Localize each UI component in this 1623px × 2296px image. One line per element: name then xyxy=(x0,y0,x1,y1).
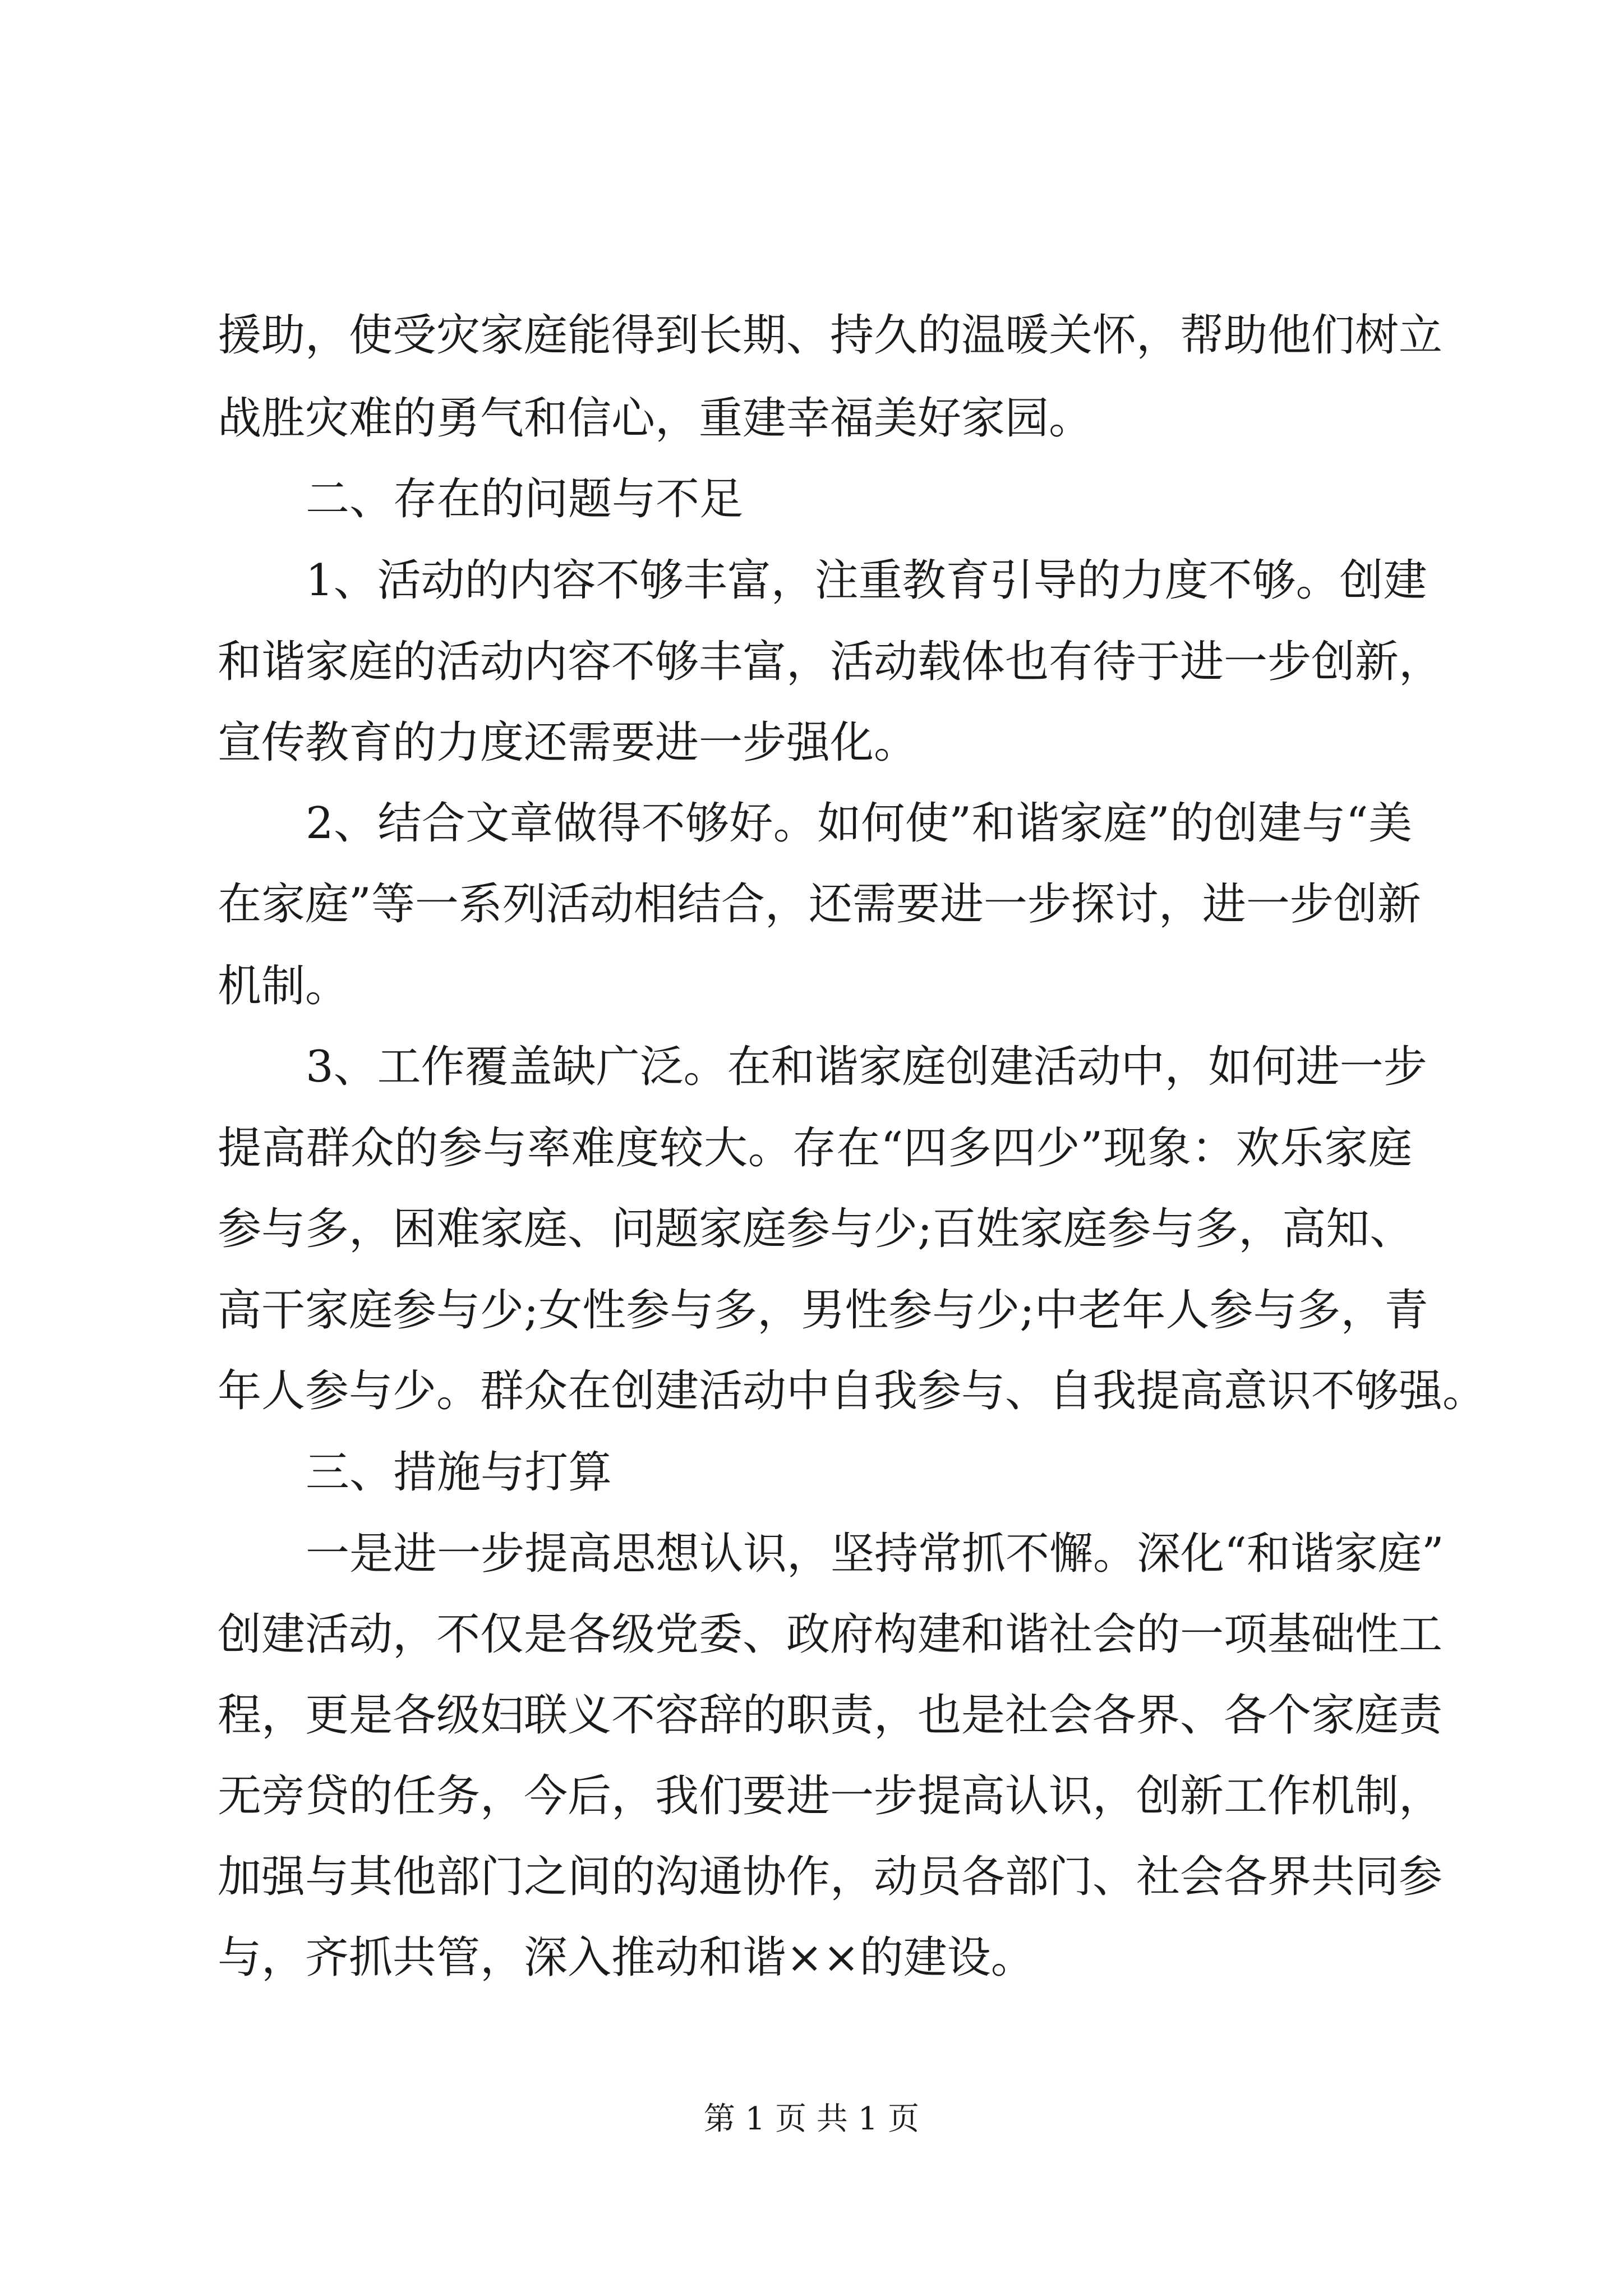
paragraph-line: 一是进一步提高思想认识，坚持常抓不懈。深化“和谐家庭” xyxy=(306,1529,1444,1579)
paragraph-line: 机制。 xyxy=(218,961,349,1011)
paragraph-line: 宣传教育的力度还需要进一步强化。 xyxy=(218,717,918,768)
paragraph-line: 援助，使受灾家庭能得到长期、持久的温暖关怀，帮助他们树立 xyxy=(218,310,1443,361)
page-number-footer: 第 1 页 共 1 页 xyxy=(703,2101,920,2137)
paragraph-line: 程，更是各级妇联义不容辞的职责，也是社会各界、各个家庭责 xyxy=(218,1690,1443,1741)
paragraph-line: 加强与其他部门之间的沟通协作，动员各部门、社会各界共同参 xyxy=(218,1852,1443,1902)
paragraph-line: 提高群众的参与率难度较大。存在“四多四少”现象：欢乐家庭 xyxy=(218,1123,1412,1174)
paragraph-line: 参与多，困难家庭、问题家庭参与少;百姓家庭参与多，高知、 xyxy=(218,1204,1414,1254)
paragraph-line: 和谐家庭的活动内容不够丰富，活动载体也有待于进一步创新， xyxy=(218,637,1443,687)
paragraph-line: 战胜灾难的勇气和信心，重建幸福美好家园。 xyxy=(218,393,1093,444)
paragraph-line: 与，齐抓共管，深入推动和谐××的建设。 xyxy=(218,1932,1035,1983)
paragraph-line: 1、活动的内容不够丰富，注重教育引导的力度不够。创建 xyxy=(306,555,1427,606)
paragraph-line: 2、结合文章做得不够好。如何使”和谐家庭”的创建与“美 xyxy=(306,798,1412,849)
paragraph-line: 3、工作覆盖缺广泛。在和谐家庭创建活动中，如何进一步 xyxy=(306,1042,1427,1092)
paragraph-line: 创建活动，不仅是各级党委、政府构建和谐社会的一项基础性工 xyxy=(218,1609,1443,1660)
paragraph-line: 高干家庭参与少;女性参与多，男性参与少;中老年人参与多，青 xyxy=(218,1285,1428,1336)
paragraph-line: 在家庭”等一系列活动相结合，还需要进一步探讨，进一步创新 xyxy=(218,879,1421,930)
paragraph-line: 无旁贷的任务，今后，我们要进一步提高认识，创新工作机制， xyxy=(218,1771,1443,1821)
paragraph-line: 年人参与少。群众在创建活动中自我参与、自我提高意识不够强。 xyxy=(218,1366,1487,1416)
section-heading: 三、措施与打算 xyxy=(306,1447,612,1498)
section-heading: 二、存在的问题与不足 xyxy=(306,474,744,524)
